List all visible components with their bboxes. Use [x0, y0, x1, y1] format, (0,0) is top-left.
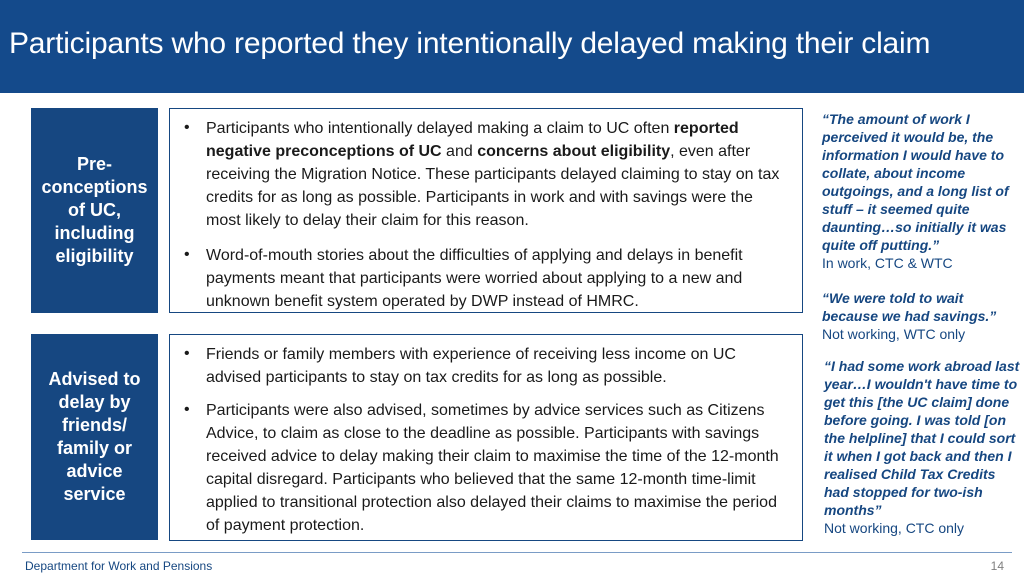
bullet-item — [180, 399, 788, 537]
bullet-text-emphasis: concerns about eligibility — [477, 143, 671, 160]
bullet-item — [180, 244, 788, 313]
bullet-dot-icon: • — [184, 119, 190, 136]
bullet-dot-icon: • — [184, 345, 190, 362]
bullet-text-part: , even after receiving the Migration Notice. These participants delayed claiming to stay on tax credits for as long as possible. Participants in work and with savings were the most likely to delay their claim for this reason. — [206, 143, 780, 229]
bullet-dot-icon: • — [184, 401, 190, 418]
section-label-preconceptions — [31, 108, 158, 313]
footer-divider — [22, 552, 1012, 553]
section-content-advised — [169, 334, 803, 541]
section-label-text: Pre-conceptions of UC, including eligibility — [41, 154, 148, 266]
quote-block — [824, 357, 1024, 537]
footer-department: Department for Work and Pensions — [25, 559, 213, 573]
quotes-column — [822, 110, 1022, 360]
quote-attribution: Not working, CTC only — [824, 520, 965, 536]
quote-attribution: Not working, WTC only — [822, 326, 966, 342]
slide-title: Participants who reported they intentionally delayed making their claim — [9, 27, 931, 60]
quote-block — [822, 110, 1022, 272]
quote-text: “We were told to wait because we had savings.” — [822, 290, 997, 324]
quote-text: “The amount of work I perceived it would be, the information I would have to collate, about income outgoings, and a long list of stuff – it seemed quite daunting…so initially it was quite off putting.” — [822, 111, 1009, 253]
bullet-list — [180, 117, 788, 313]
bullet-text-emphasis: reported negative preconceptions of UC — [206, 120, 739, 160]
section-label-advised — [31, 334, 158, 540]
bullet-text: Friends or family members with experience of receiving less income on UC advised participants to stay on tax credits for as long as possible. — [206, 346, 736, 386]
bullet-list — [180, 343, 788, 537]
quote-text: “I had some work abroad last year…I wouldn't have time to get this [the UC claim] done before going. I was told [on the helpline] that I could sort it when I got back and then I realised Child Tax Credits had stopped for two-ish months” — [824, 358, 1020, 518]
quote-block — [822, 289, 1022, 343]
bullet-dot-icon: • — [184, 246, 190, 263]
bullet-item — [180, 117, 788, 232]
quote-attribution: In work, CTC & WTC — [822, 255, 953, 271]
bullet-text-part: Participants who intentionally delayed making a claim to UC often — [206, 120, 674, 137]
bullet-item — [180, 343, 788, 389]
slide-header — [0, 0, 1024, 93]
bullet-text-part: and — [441, 143, 478, 160]
bullet-text: Word-of-mouth stories about the difficulties of applying and delays in benefit payments meant that participants were worried about applying to a new and unknown benefit system operated by DWP instead of HMRC. — [206, 247, 743, 310]
section-content-preconceptions — [169, 108, 803, 313]
section-label-text: Advised to delay by friends/ family or advice service — [48, 369, 141, 504]
page-number: 14 — [990, 559, 1004, 573]
bullet-text: Participants were also advised, sometimes by advice services such as Citizens Advice, to claim as close to the deadline as possible. Participants with savings received advice to delay making their claim to maximise the time of the 12-month capital disregard. Participants who believed that the same 12-month time-limit applied to transitional protection also delayed their claims to maximise the period of payment protection. — [206, 402, 779, 534]
